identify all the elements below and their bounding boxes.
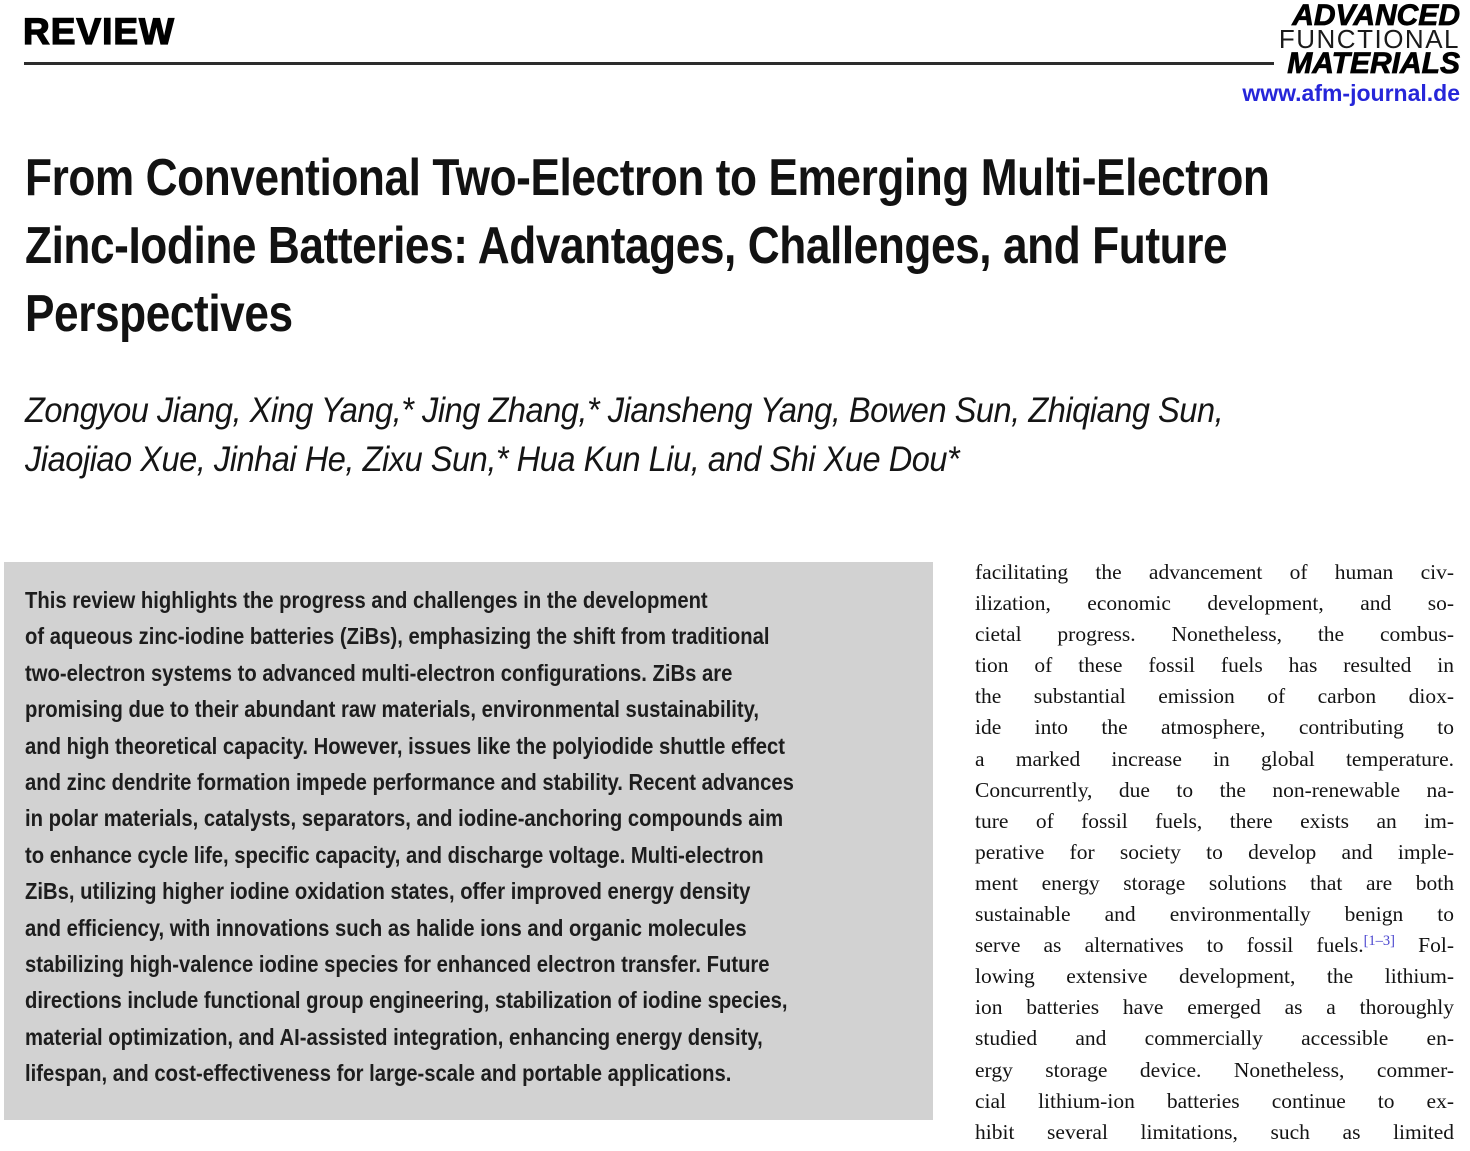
body-text-line: cial lithium-ion batteries continue to ex- bbox=[975, 1088, 1454, 1113]
author-list-line: Jiaojiao Xue, Jinhai He, Zixu Sun,* Hua Kun Liu, and Shi Xue Dou* bbox=[25, 440, 960, 479]
abstract-line: and high theoretical capacity. However, issues like the polyiodide shuttle effect bbox=[25, 732, 785, 759]
journal-logo-advanced: ADVANCED bbox=[1292, 0, 1460, 32]
body-text-line: a marked increase in global temperature. bbox=[975, 746, 1454, 771]
body-text-segment: serve as alternatives to fossil fuels. bbox=[975, 933, 1364, 958]
abstract-line: two-electron systems to advanced multi-electron configurations. ZiBs are bbox=[25, 659, 733, 686]
abstract-panel bbox=[4, 562, 933, 1120]
journal-logo bbox=[1278, 0, 1460, 80]
body-text-line: Concurrently, due to the non-renewable na- bbox=[975, 777, 1454, 802]
body-text-line: ion batteries have emerged as a thoroughly bbox=[975, 995, 1454, 1020]
abstract-line: stabilizing high-valence iodine species for enhanced electron transfer. Future bbox=[25, 951, 770, 978]
article-title-line: Perspectives bbox=[25, 285, 293, 343]
body-text-line: studied and commercially accessible en- bbox=[975, 1026, 1454, 1051]
body-text-line: lowing extensive development, the lithium- bbox=[975, 964, 1454, 989]
body-text-line: ide into the atmosphere, contributing to bbox=[975, 715, 1454, 740]
introduction-text-column bbox=[975, 557, 1454, 1148]
body-text-line: ment energy storage solutions that are both bbox=[975, 870, 1454, 895]
journal-logo-functional: FUNCTIONAL bbox=[1278, 24, 1460, 54]
body-text-line: tion of these fossil fuels has resulted in bbox=[975, 653, 1454, 678]
body-text-line: perative for society to develop and imple- bbox=[975, 839, 1454, 864]
article-type-label: REVIEW bbox=[23, 11, 175, 52]
abstract-text bbox=[25, 582, 794, 1092]
body-text-line: ilization, economic development, and so- bbox=[975, 591, 1454, 616]
author-list bbox=[25, 386, 1223, 484]
body-text-line: sustainable and environmentally benign to bbox=[975, 902, 1454, 927]
body-text-line: cietal progress. Nonetheless, the combus- bbox=[975, 622, 1454, 647]
author-list-line: Zongyou Jiang, Xing Yang,* Jing Zhang,* Jiansheng Yang, Bowen Sun, Zhiqiang Sun, bbox=[25, 391, 1224, 430]
article-title-line: Zinc-Iodine Batteries: Advantages, Challenges, and Future bbox=[25, 217, 1228, 275]
abstract-line: material optimization, and AI-assisted integration, enhancing energy density, bbox=[25, 1023, 763, 1050]
abstract-line: This review highlights the progress and challenges in the development bbox=[25, 587, 708, 613]
abstract-line: lifespan, and cost-effectiveness for large-scale and portable applications. bbox=[25, 1060, 732, 1087]
body-text-line-with-citation bbox=[975, 930, 1454, 961]
abstract-line: and efficiency, with innovations such as halide ions and organic molecules bbox=[25, 914, 747, 941]
header-divider bbox=[24, 62, 1274, 65]
journal-website-link[interactable]: www.afm-journal.de bbox=[1242, 80, 1460, 106]
abstract-line: ZiBs, utilizing higher iodine oxidation states, offer improved energy density bbox=[25, 878, 751, 905]
article-title-line: From Conventional Two-Electron to Emerging Multi-Electron bbox=[25, 149, 1270, 207]
journal-logo-materials: MATERIALS bbox=[1287, 47, 1460, 80]
abstract-line: to enhance cycle life, specific capacity, and discharge voltage. Multi-electron bbox=[25, 841, 764, 868]
body-text-line: ture of fossil fuels, there exists an im- bbox=[975, 808, 1454, 833]
body-text-line: ergy storage device. Nonetheless, commer- bbox=[975, 1057, 1454, 1082]
body-text-line: facilitating the advancement of human civ- bbox=[975, 560, 1454, 584]
abstract-line: directions include functional group engineering, stabilization of iodine species, bbox=[25, 987, 788, 1014]
body-text-line: the substantial emission of carbon diox- bbox=[975, 684, 1454, 709]
article-title bbox=[25, 144, 1270, 348]
abstract-line: promising due to their abundant raw materials, environmental sustainability, bbox=[25, 696, 760, 723]
abstract-line: of aqueous zinc-iodine batteries (ZiBs), emphasizing the shift from traditional bbox=[25, 623, 770, 650]
abstract-line: and zinc dendrite formation impede performance and stability. Recent advances bbox=[25, 769, 794, 796]
abstract-line: in polar materials, catalysts, separators, and iodine-anchoring compounds aim bbox=[25, 805, 784, 832]
body-text-line: hibit several limitations, such as limited bbox=[975, 1119, 1454, 1144]
body-text-segment: Fol- bbox=[1418, 933, 1454, 958]
reference-citation[interactable]: [1–3] bbox=[1363, 933, 1395, 950]
